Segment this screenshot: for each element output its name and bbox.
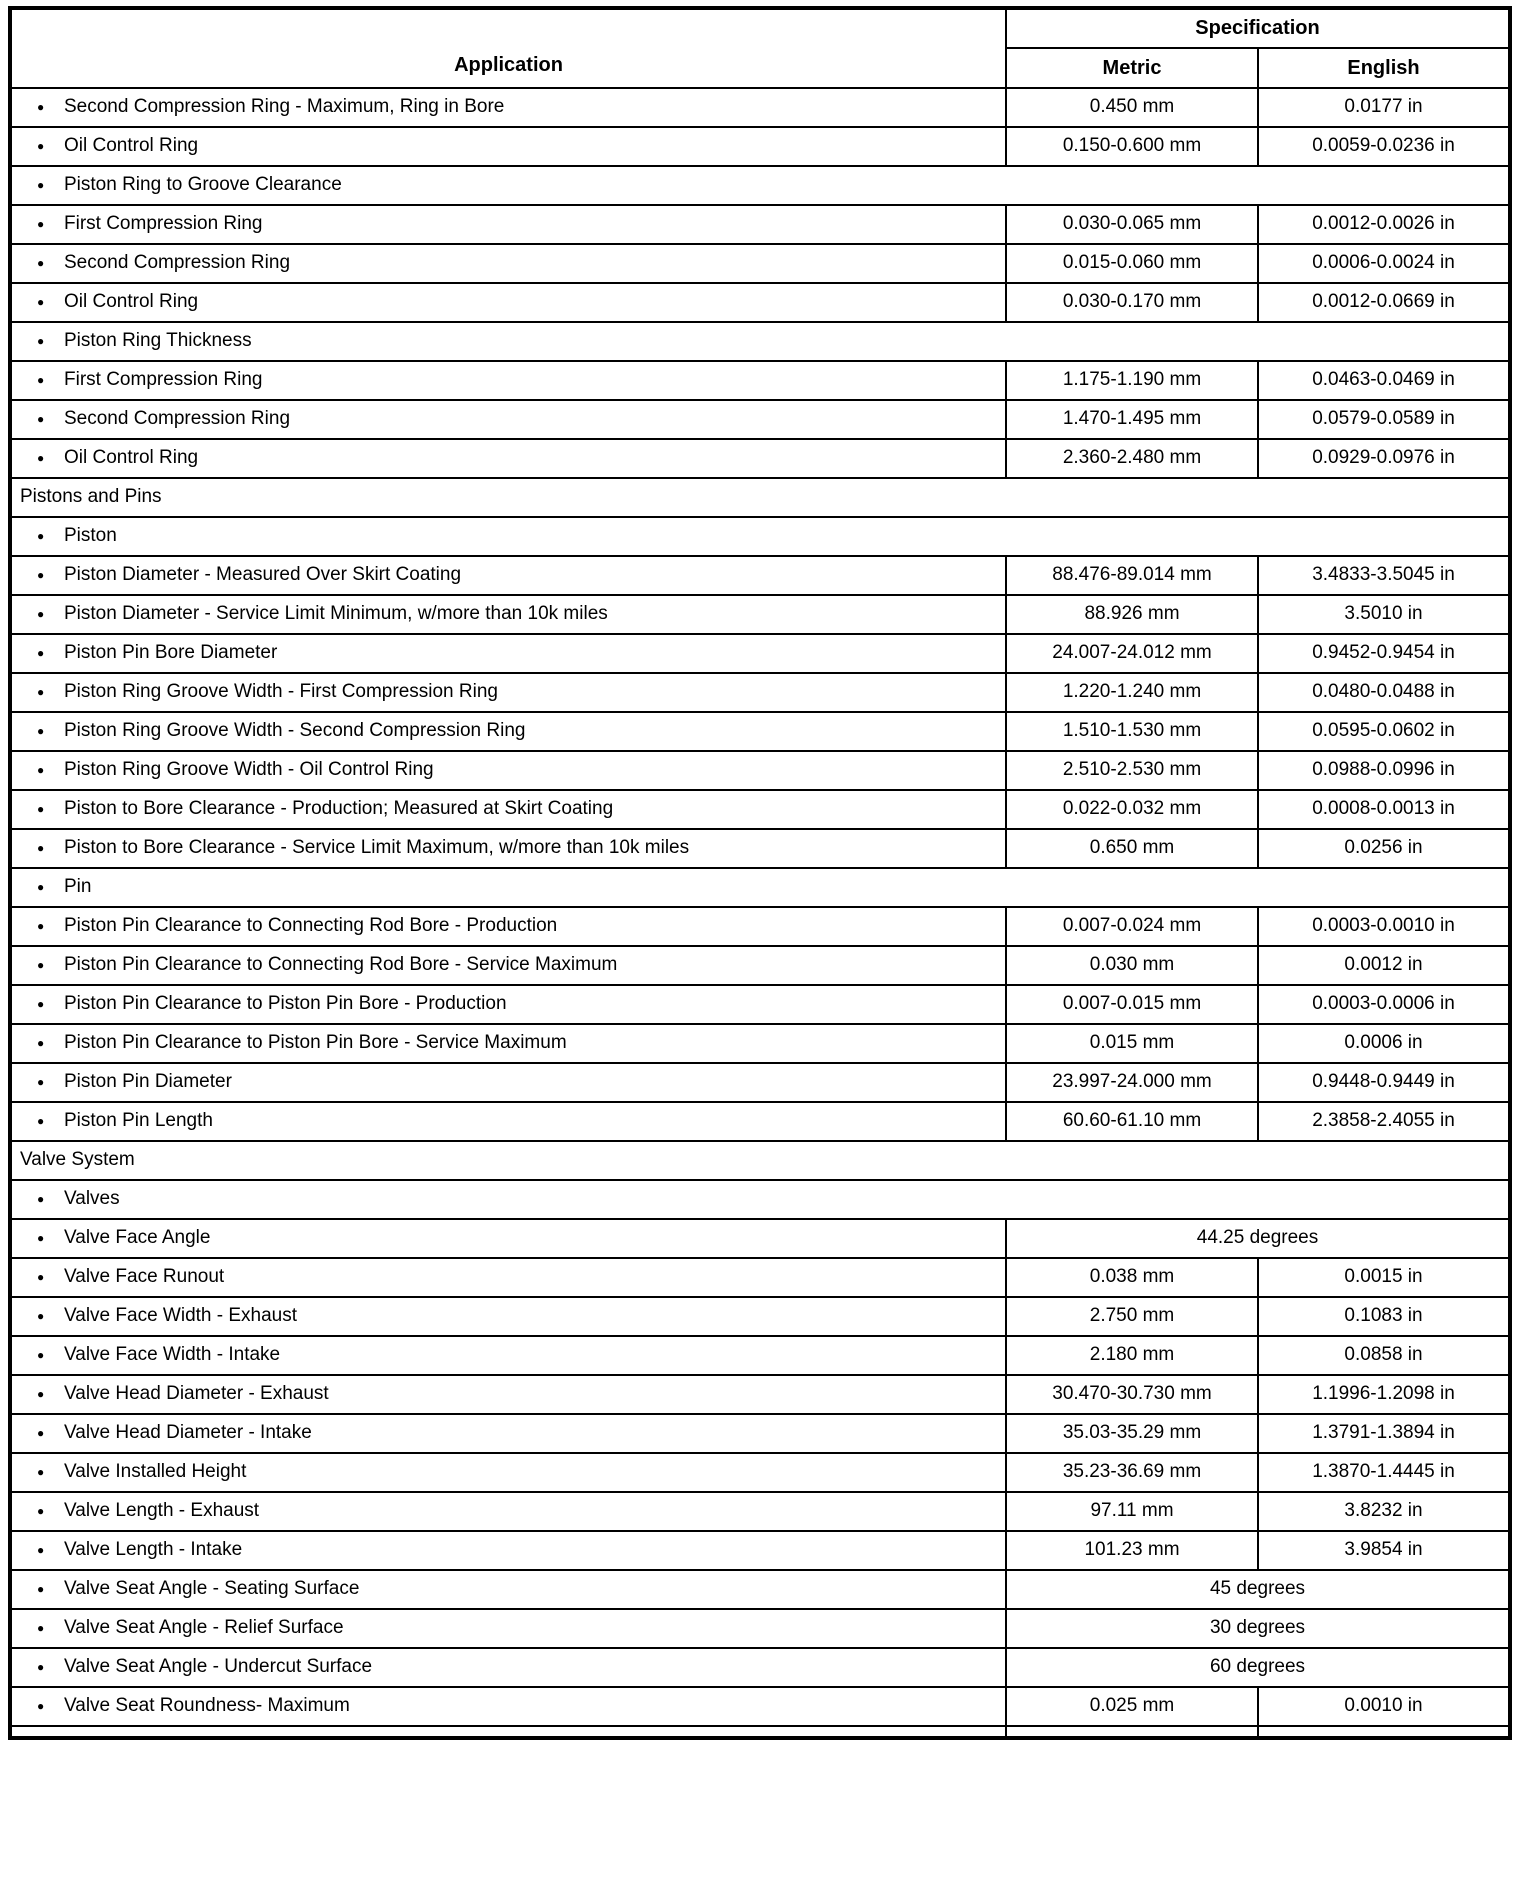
application-cell: [10, 1531, 1006, 1570]
bullet-icon: ●: [37, 997, 45, 1012]
table-row: [10, 1531, 1510, 1570]
application-label: Piston Pin Length: [64, 1110, 213, 1132]
metric-value-cell: 88.926 mm: [1006, 595, 1258, 634]
table-row: [10, 1336, 1510, 1375]
metric-value-cell: 0.038 mm: [1006, 1258, 1258, 1297]
metric-value-cell: 30.470-30.730 mm: [1006, 1375, 1258, 1414]
table-row: [10, 907, 1510, 946]
application-cell: [10, 1258, 1006, 1297]
bullet-icon: ●: [37, 100, 45, 115]
bullet-icon: ●: [37, 568, 45, 583]
application-label: Oil Control Ring: [64, 447, 199, 469]
table-row: [10, 88, 1510, 127]
application-label: Piston Ring Groove Width - First Compression Ring: [64, 681, 498, 703]
application-label: Valve Installed Height: [64, 1461, 247, 1483]
application-cell: [10, 361, 1006, 400]
english-column-header: English: [1258, 48, 1510, 88]
bullet-icon: ●: [37, 256, 45, 271]
metric-value-cell: 0.030 mm: [1006, 946, 1258, 985]
table-row: [10, 1609, 1510, 1648]
metric-value-cell: 0.022-0.032 mm: [1006, 790, 1258, 829]
application-cell: [10, 829, 1006, 868]
english-value-cell: 0.9448-0.9449 in: [1258, 1063, 1510, 1102]
table-row: [10, 439, 1510, 478]
table-row: [10, 1297, 1510, 1336]
table-row: [10, 1024, 1510, 1063]
application-cell: [10, 1102, 1006, 1141]
application-label: Valve Face Runout: [64, 1266, 225, 1288]
spec-span-value-cell: 45 degrees: [1006, 1570, 1510, 1609]
table-row: [10, 1102, 1510, 1141]
table-row: [10, 166, 1510, 205]
application-cell: [10, 712, 1006, 751]
metric-value-cell: 0.015-0.060 mm: [1006, 244, 1258, 283]
application-label: Valve Face Angle: [64, 1227, 211, 1249]
application-cell: [10, 868, 1510, 907]
metric-value-cell: 0.650 mm: [1006, 829, 1258, 868]
table-row: [10, 712, 1510, 751]
english-value-cell: 0.0003-0.0010 in: [1258, 907, 1510, 946]
section-header-label: Pistons and Pins: [20, 486, 162, 508]
english-value-cell: 0.0015 in: [1258, 1258, 1510, 1297]
application-label: Valve Head Diameter - Intake: [64, 1422, 312, 1444]
bullet-icon: ●: [37, 919, 45, 934]
table-row: [10, 322, 1510, 361]
bullet-icon: ●: [37, 373, 45, 388]
application-cell: [10, 634, 1006, 673]
application-cell: [10, 1414, 1006, 1453]
bullet-icon: ●: [37, 763, 45, 778]
bullet-icon: ●: [37, 1465, 45, 1480]
specification-column-header: Specification: [1006, 8, 1510, 48]
metric-value-cell: 0.150-0.600 mm: [1006, 127, 1258, 166]
bullet-icon: ●: [37, 334, 45, 349]
application-label: Piston Diameter - Measured Over Skirt Coating: [64, 564, 462, 586]
metric-value-cell: 1.510-1.530 mm: [1006, 712, 1258, 751]
english-value-cell: 0.0012 in: [1258, 946, 1510, 985]
metric-value-cell: 24.007-24.012 mm: [1006, 634, 1258, 673]
application-label: Valve Head Diameter - Exhaust: [64, 1383, 329, 1405]
bullet-icon: ●: [37, 841, 45, 856]
english-value-cell: 0.0595-0.0602 in: [1258, 712, 1510, 751]
application-cell: [10, 790, 1006, 829]
english-value-cell: 1.3870-1.4445 in: [1258, 1453, 1510, 1492]
application-cell: [10, 946, 1006, 985]
application-cell: [10, 1024, 1006, 1063]
section-header-cell: [10, 1141, 1510, 1180]
bullet-icon: ●: [37, 1270, 45, 1285]
metric-value-cell: 97.11 mm: [1006, 1492, 1258, 1531]
bullet-icon: ●: [37, 724, 45, 739]
english-value-cell: 0.1083 in: [1258, 1297, 1510, 1336]
bullet-icon: ●: [37, 1699, 45, 1714]
application-label: Piston Pin Bore Diameter: [64, 642, 278, 664]
application-cell: [10, 322, 1510, 361]
table-row: [10, 595, 1510, 634]
bullet-icon: ●: [37, 1660, 45, 1675]
english-value-cell: 0.9452-0.9454 in: [1258, 634, 1510, 673]
application-cell: [10, 283, 1006, 322]
table-row: [10, 1219, 1510, 1258]
bullet-icon: ●: [37, 1543, 45, 1558]
header-row-top: [10, 8, 1510, 48]
bullet-icon: ●: [37, 607, 45, 622]
table-row: [10, 1648, 1510, 1687]
application-cell: [10, 1453, 1006, 1492]
table-row: [10, 244, 1510, 283]
application-cell: [10, 751, 1006, 790]
table-row: [10, 1414, 1510, 1453]
application-label: Valve Seat Angle - Relief Surface: [64, 1617, 344, 1639]
spec-table-header: [10, 8, 1510, 88]
metric-value-cell: 0.007-0.015 mm: [1006, 985, 1258, 1024]
application-cell: [10, 1687, 1006, 1726]
english-value-cell: 3.4833-3.5045 in: [1258, 556, 1510, 595]
bullet-icon: ●: [37, 880, 45, 895]
application-label: Piston Ring Groove Width - Oil Control Ring: [64, 759, 434, 781]
application-label: Piston to Bore Clearance - Production; Measured at Skirt Coating: [64, 798, 614, 820]
english-value-cell: 3.8232 in: [1258, 1492, 1510, 1531]
application-label: Piston Pin Clearance to Connecting Rod Bore - Production: [64, 915, 558, 937]
bullet-icon: ●: [37, 1036, 45, 1051]
application-label: Piston Pin Clearance to Piston Pin Bore - Production: [64, 993, 507, 1015]
bullet-icon: ●: [37, 646, 45, 661]
metric-value-cell: 0.015 mm: [1006, 1024, 1258, 1063]
table-row: [10, 1570, 1510, 1609]
table-row: [10, 205, 1510, 244]
english-value-cell: 2.3858-2.4055 in: [1258, 1102, 1510, 1141]
bullet-icon: ●: [37, 802, 45, 817]
metric-value-cell: 2.510-2.530 mm: [1006, 751, 1258, 790]
table-row: [10, 868, 1510, 907]
spec-span-value-cell: 30 degrees: [1006, 1609, 1510, 1648]
english-value-cell: 0.0012-0.0026 in: [1258, 205, 1510, 244]
metric-value-cell: 0.030-0.065 mm: [1006, 205, 1258, 244]
bullet-icon: ●: [37, 139, 45, 154]
application-cell: [10, 1492, 1006, 1531]
table-row: [10, 1687, 1510, 1726]
metric-value-cell: 35.03-35.29 mm: [1006, 1414, 1258, 1453]
bullet-icon: ●: [37, 685, 45, 700]
application-cell: [10, 166, 1510, 205]
application-label: Second Compression Ring - Maximum, Ring in Bore: [64, 96, 505, 118]
application-cell: [10, 439, 1006, 478]
metric-value-cell: 35.23-36.69 mm: [1006, 1453, 1258, 1492]
bullet-icon: ●: [37, 1348, 45, 1363]
english-value-cell: 0.0003-0.0006 in: [1258, 985, 1510, 1024]
bullet-icon: ●: [37, 1387, 45, 1402]
application-label: Piston Ring Thickness: [64, 330, 252, 352]
application-label: First Compression Ring: [64, 369, 263, 391]
metric-value-cell: 0.450 mm: [1006, 88, 1258, 127]
application-label: Valve Face Width - Intake: [64, 1344, 281, 1366]
application-label: Valve Length - Exhaust: [64, 1500, 260, 1522]
english-value-cell: [1258, 1726, 1510, 1738]
english-value-cell: 0.0579-0.0589 in: [1258, 400, 1510, 439]
application-cell: [10, 907, 1006, 946]
application-cell: [10, 1648, 1006, 1687]
metric-value-cell: 88.476-89.014 mm: [1006, 556, 1258, 595]
english-value-cell: 0.0006-0.0024 in: [1258, 244, 1510, 283]
table-row: [10, 478, 1510, 517]
metric-value-cell: 0.007-0.024 mm: [1006, 907, 1258, 946]
metric-value-cell: 60.60-61.10 mm: [1006, 1102, 1258, 1141]
application-label: Piston to Bore Clearance - Service Limit Maximum, w/more than 10k miles: [64, 837, 690, 859]
application-cell: [10, 205, 1006, 244]
application-label: Pin: [64, 876, 92, 898]
application-cell: [10, 1219, 1006, 1258]
application-cell: [10, 1570, 1006, 1609]
bullet-icon: ●: [37, 178, 45, 193]
metric-value-cell: 2.750 mm: [1006, 1297, 1258, 1336]
application-cell: [10, 1336, 1006, 1375]
application-label: Valves: [64, 1188, 120, 1210]
bullet-icon: ●: [37, 1075, 45, 1090]
application-label: Piston Ring Groove Width - Second Compression Ring: [64, 720, 526, 742]
application-cell: [10, 1297, 1006, 1336]
table-row: [10, 790, 1510, 829]
english-value-cell: 0.0006 in: [1258, 1024, 1510, 1063]
metric-value-cell: 1.470-1.495 mm: [1006, 400, 1258, 439]
bullet-icon: ●: [37, 412, 45, 427]
metric-value-cell: 2.360-2.480 mm: [1006, 439, 1258, 478]
table-row: [10, 517, 1510, 556]
application-label: Valve Face Width - Exhaust: [64, 1305, 298, 1327]
english-value-cell: 1.1996-1.2098 in: [1258, 1375, 1510, 1414]
application-cell: [10, 673, 1006, 712]
english-value-cell: 0.0988-0.0996 in: [1258, 751, 1510, 790]
application-label: Piston Pin Clearance to Piston Pin Bore - Service Maximum: [64, 1032, 567, 1054]
bullet-icon: ●: [37, 1621, 45, 1636]
table-row: [10, 673, 1510, 712]
metric-value-cell: 23.997-24.000 mm: [1006, 1063, 1258, 1102]
application-cell: [10, 400, 1006, 439]
table-row: [10, 1375, 1510, 1414]
application-label: Valve Seat Angle - Seating Surface: [64, 1578, 360, 1600]
application-label: Piston Ring to Groove Clearance: [64, 174, 342, 196]
bullet-icon: ●: [37, 1231, 45, 1246]
application-label: Piston Diameter - Service Limit Minimum, w/more than 10k miles: [64, 603, 608, 625]
table-row: [10, 1180, 1510, 1219]
table-row: [10, 1258, 1510, 1297]
english-value-cell: 0.0012-0.0669 in: [1258, 283, 1510, 322]
bullet-icon: ●: [37, 295, 45, 310]
table-row: [10, 751, 1510, 790]
application-cell: [10, 1180, 1510, 1219]
metric-value-cell: 1.175-1.190 mm: [1006, 361, 1258, 400]
english-value-cell: 0.0929-0.0976 in: [1258, 439, 1510, 478]
application-cell: [10, 1375, 1006, 1414]
application-label: Piston: [64, 525, 117, 547]
english-value-cell: 0.0256 in: [1258, 829, 1510, 868]
english-value-cell: 1.3791-1.3894 in: [1258, 1414, 1510, 1453]
bullet-icon: ●: [37, 451, 45, 466]
table-row: [10, 361, 1510, 400]
english-value-cell: 0.0480-0.0488 in: [1258, 673, 1510, 712]
metric-column-header: Metric: [1006, 48, 1258, 88]
table-row: [10, 634, 1510, 673]
table-row: [10, 1492, 1510, 1531]
english-value-cell: 0.0858 in: [1258, 1336, 1510, 1375]
english-value-cell: 0.0177 in: [1258, 88, 1510, 127]
english-value-cell: 0.0463-0.0469 in: [1258, 361, 1510, 400]
table-row: [10, 946, 1510, 985]
english-value-cell: 0.0059-0.0236 in: [1258, 127, 1510, 166]
application-column-header: Application: [10, 8, 1006, 88]
english-value-cell: 0.0008-0.0013 in: [1258, 790, 1510, 829]
section-header-cell: [10, 478, 1510, 517]
application-cell: [10, 244, 1006, 283]
english-value-cell: 3.9854 in: [1258, 1531, 1510, 1570]
bullet-icon: ●: [37, 217, 45, 232]
metric-value-cell: 2.180 mm: [1006, 1336, 1258, 1375]
bullet-icon: ●: [37, 1504, 45, 1519]
spec-table-body: [10, 88, 1510, 1738]
application-cell: [10, 127, 1006, 166]
table-row: [10, 283, 1510, 322]
application-cell: [10, 1726, 1006, 1738]
application-cell: [10, 517, 1510, 556]
table-row: [10, 1063, 1510, 1102]
application-label: Valve Seat Angle - Undercut Surface: [64, 1656, 373, 1678]
english-value-cell: 3.5010 in: [1258, 595, 1510, 634]
bullet-icon: ●: [37, 1192, 45, 1207]
table-row: [10, 127, 1510, 166]
table-row: [10, 985, 1510, 1024]
bullet-icon: ●: [37, 529, 45, 544]
application-label: Second Compression Ring: [64, 408, 291, 430]
application-label: Oil Control Ring: [64, 135, 199, 157]
english-value-cell: 0.0010 in: [1258, 1687, 1510, 1726]
bullet-icon: ●: [37, 958, 45, 973]
bullet-icon: ●: [37, 1114, 45, 1129]
bullet-icon: ●: [37, 1426, 45, 1441]
bullet-icon: ●: [37, 1582, 45, 1597]
metric-value-cell: 0.025 mm: [1006, 1687, 1258, 1726]
application-label: Second Compression Ring: [64, 252, 291, 274]
table-row: [10, 556, 1510, 595]
application-label: First Compression Ring: [64, 213, 263, 235]
spec-span-value-cell: 60 degrees: [1006, 1648, 1510, 1687]
table-row: [10, 1141, 1510, 1180]
application-label: Piston Pin Diameter: [64, 1071, 232, 1093]
application-label: Valve Length - Intake: [64, 1539, 243, 1561]
application-cell: [10, 556, 1006, 595]
table-row: [10, 829, 1510, 868]
application-cell: [10, 1609, 1006, 1648]
table-row: [10, 400, 1510, 439]
bullet-icon: ●: [37, 1309, 45, 1324]
application-cell: [10, 595, 1006, 634]
metric-value-cell: 101.23 mm: [1006, 1531, 1258, 1570]
metric-value-cell: 1.220-1.240 mm: [1006, 673, 1258, 712]
metric-value-cell: 0.030-0.170 mm: [1006, 283, 1258, 322]
section-header-label: Valve System: [20, 1149, 135, 1171]
metric-value-cell: [1006, 1726, 1258, 1738]
table-row: [10, 1726, 1510, 1738]
application-cell: [10, 88, 1006, 127]
application-label: Valve Seat Roundness- Maximum: [64, 1695, 350, 1717]
application-label: Oil Control Ring: [64, 291, 199, 313]
application-cell: [10, 1063, 1006, 1102]
spec-span-value-cell: 44.25 degrees: [1006, 1219, 1510, 1258]
application-cell: [10, 985, 1006, 1024]
table-row: [10, 1453, 1510, 1492]
specification-table: [8, 6, 1512, 1740]
application-label: Piston Pin Clearance to Connecting Rod Bore - Service Maximum: [64, 954, 618, 976]
